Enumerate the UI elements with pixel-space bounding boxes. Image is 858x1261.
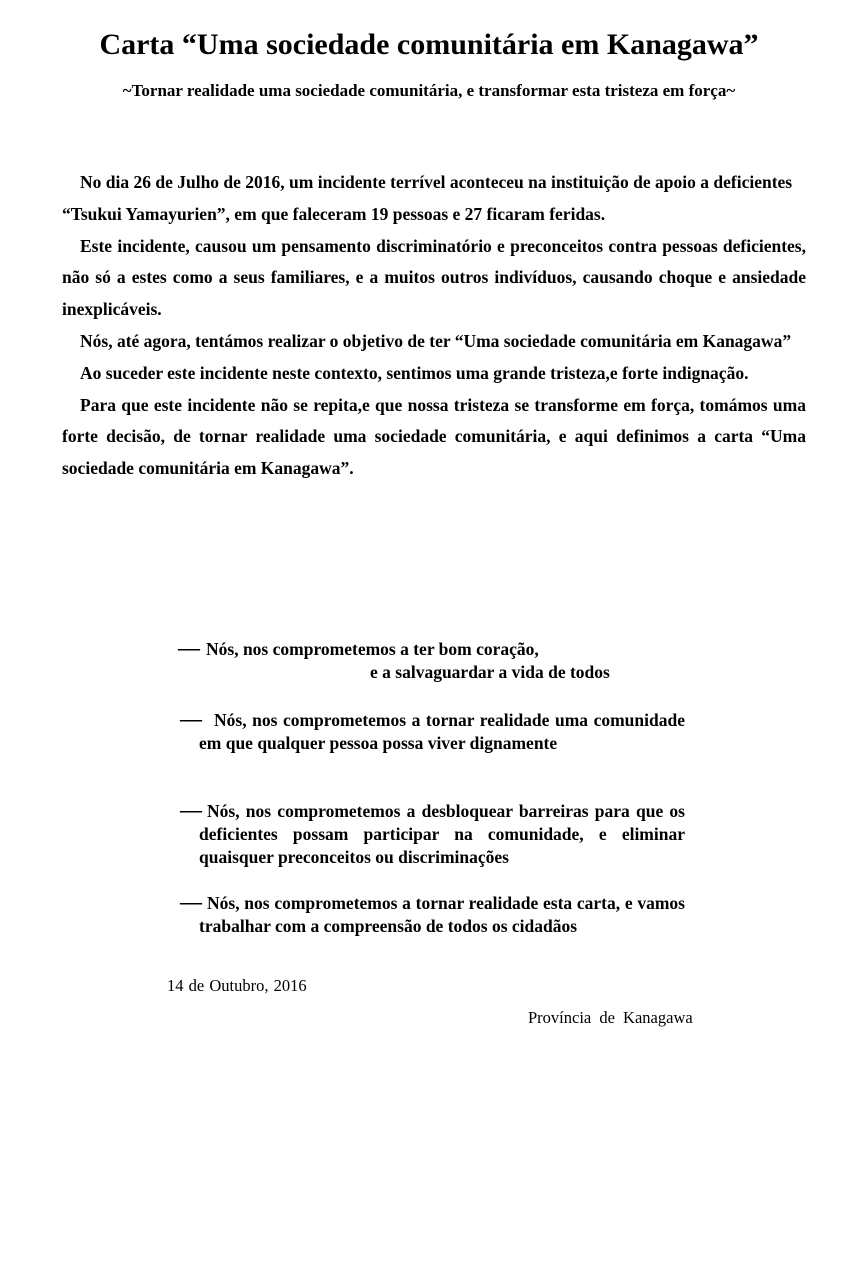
commitment-item-3: [180, 797, 685, 869]
dash-bullet: ―: [180, 797, 202, 822]
paragraph-incident: No dia 26 de Julho de 2016, um incidente terrível aconteceu na instituição de apoio a deficientes “Tsukui Yamayurien”, em que faleceram 19 pessoas e 27 ficaram feridas.: [62, 172, 793, 224]
commitment-4-text: Nós, nos comprometemos a tornar realidade esta carta, e vamos trabalhar com a compreensão de todos os cidadãos: [199, 893, 685, 936]
document-signature: Província de Kanagawa: [528, 1008, 693, 1027]
commitment-1-line-2: e a salvaguardar a vida de todos: [370, 662, 610, 682]
dash-bullet: ―: [180, 889, 202, 914]
commitment-3-text: Nós, nos comprometemos a desbloquear barreiras para que os deficientes possam participar na comunidade, e eliminar quaisquer preconceitos ou discriminações: [199, 801, 685, 867]
commitment-1-line-1: Nós, nos comprometemos a ter bom coração,: [206, 639, 539, 659]
commitment-item-4: [180, 889, 685, 938]
paragraph-decision: Para que este incidente não se repita,e que nossa tristeza se transforme em força, tomámos uma forte decisão, de tornar realidade uma sociedade comunitária, e aqui definimos a carta “Uma sociedade comunitária em Kanagawa”.: [62, 394, 806, 479]
document-title: Carta “Uma sociedade comunitária em Kanagawa”: [99, 28, 759, 61]
paragraph-objective: Nós, até agora, tentámos realizar o objetivo de ter “Uma sociedade comunitária em Kanagawa”: [80, 330, 792, 351]
paragraph-consequences: Este incidente, causou um pensamento discriminatório e preconceitos contra pessoas deficientes, não só a estes como a seus familiares, e a muitos outros indivíduos, causando choque e ansiedade inexplicáveis.: [62, 235, 806, 320]
dash-bullet: ―: [180, 706, 202, 731]
paragraph-indignation: Ao suceder este incidente neste contexto, sentimos uma grande tristeza,e forte indignação.: [80, 362, 749, 383]
document-subtitle: ~Tornar realidade uma sociedade comunitária, e transformar esta tristeza em força~: [122, 81, 736, 100]
commitment-item-2: [180, 706, 685, 755]
commitment-2-text: Nós, nos comprometemos a tornar realidade uma comunidade em que qualquer pessoa possa viver dignamente: [199, 710, 685, 753]
document-date: 14 de Outubro, 2016: [167, 976, 307, 995]
dash-bullet: ―: [178, 635, 200, 660]
body-text: [62, 167, 806, 485]
